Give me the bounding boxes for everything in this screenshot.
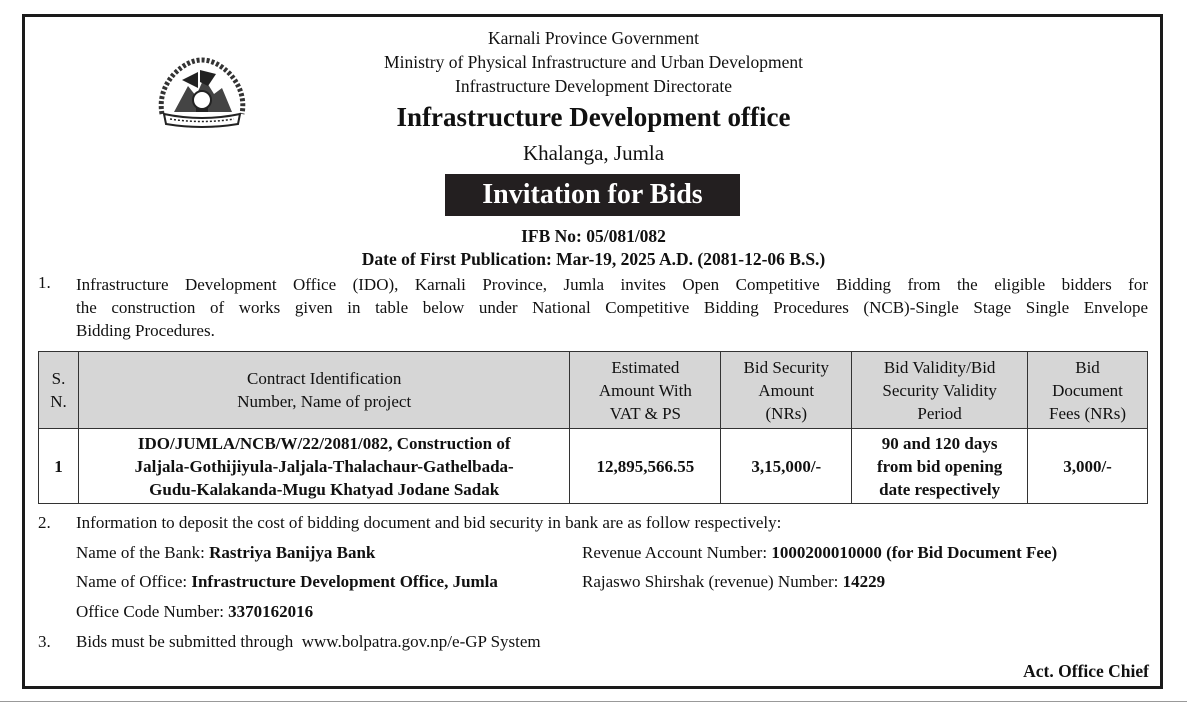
revenue-account-line	[582, 543, 1057, 563]
cell-contract	[78, 429, 570, 504]
paragraph-3-number: 3.	[38, 632, 51, 651]
paragraph-1	[76, 273, 1148, 342]
rajaswo-line	[582, 572, 885, 592]
ifb-number: IFB No: 05/081/082	[521, 226, 666, 246]
paragraph-2-intro: Information to deposit the cost of bidding document and bid security in bank are as follow respectively:	[76, 513, 782, 532]
bank-name-value: Rastriya Banijya Bank	[209, 543, 376, 562]
revenue-account-label: Revenue Account Number:	[582, 543, 768, 562]
header-line: (NRs)	[765, 403, 808, 423]
header-line: Fees (NRs)	[1049, 403, 1126, 423]
cell-line: date respectively	[879, 479, 1001, 499]
office-name: Infrastructure Development office	[396, 102, 791, 132]
office-location: Khalanga, Jumla	[522, 141, 665, 165]
header-line: Bid	[1075, 357, 1100, 377]
header-document-fees	[1028, 352, 1148, 429]
header-line: VAT & PS	[609, 403, 681, 423]
cell-bid-security: 3,15,000/-	[721, 429, 852, 504]
bids-table	[38, 351, 1148, 504]
directorate-name: Infrastructure Development Directorate	[455, 76, 732, 96]
header-contract	[78, 352, 570, 429]
paragraph-1-number: 1.	[38, 273, 51, 292]
table-header-row	[39, 352, 1148, 429]
cell-validity-period	[852, 429, 1028, 504]
revenue-account-value: 1000200010000 (for Bid Document Fee)	[771, 543, 1058, 562]
header-estimated-amount	[570, 352, 721, 429]
office-name-line	[76, 572, 498, 592]
publication-date: Date of First Publication: Mar-19, 2025 A.D. (2081-12-06 B.S.)	[361, 249, 826, 269]
paragraph-2-number: 2.	[38, 513, 51, 532]
rajaswo-label: Rajaswo Shirshak (revenue) Number:	[582, 572, 839, 591]
ministry-name: Ministry of Physical Infrastructure and Urban Development	[384, 52, 803, 72]
table-row	[39, 429, 1148, 504]
paragraph-3: Bids must be submitted through www.bolpatra.gov.np/e-GP System	[76, 632, 541, 651]
bank-name-line	[76, 543, 375, 563]
paragraph-1-line: Infrastructure Development Office (IDO), Karnali Province, Jumla invites Open Competitive Bidding from the eligible bidders for	[76, 275, 1148, 294]
office-code-value: 3370162016	[228, 602, 314, 621]
header-sn	[39, 352, 79, 429]
signature: Act. Office Chief	[1023, 661, 1149, 681]
cell-line: Gudu-Kalakanda-Mugu Khatyad Jodane Sadak	[149, 479, 500, 499]
header-line: Amount	[758, 380, 815, 400]
office-name-label: Name of Office:	[76, 572, 188, 591]
header-line: Bid Validity/Bid	[883, 357, 996, 377]
header-line: Amount With	[598, 380, 692, 400]
header-validity-period	[852, 352, 1028, 429]
header-line: Document	[1052, 380, 1123, 400]
government-name: Karnali Province Government	[488, 28, 699, 48]
cell-line: IDO/JUMLA/NCB/W/22/2081/082, Construction of	[137, 433, 511, 453]
cell-line: Jaljala-Gothijiyula-Jaljala-Thalachaur-Gathelbada-	[134, 456, 514, 476]
cell-line: from bid opening	[876, 456, 1003, 476]
header-line: Contract Identification	[247, 369, 402, 388]
bank-name-label: Name of the Bank:	[76, 543, 205, 562]
header-line: Security Validity	[882, 380, 997, 400]
header-line: N.	[50, 392, 67, 411]
cell-estimated-amount: 12,895,566.55	[570, 429, 721, 504]
rajaswo-value: 14229	[842, 572, 886, 591]
office-name-value: Infrastructure Development Office, Jumla	[191, 572, 498, 591]
header-line: Estimated	[611, 357, 680, 377]
office-code-label: Office Code Number:	[76, 602, 224, 621]
office-code-line	[76, 602, 313, 622]
paragraph-1-line: the construction of works given in table below under National Competitive Bidding Procedures (NCB)-Single Stage Single Envelope	[76, 298, 1148, 317]
cell-line: 90 and 120 days	[881, 433, 998, 453]
notice-title: Invitation for Bids	[445, 174, 740, 216]
header-bid-security	[721, 352, 852, 429]
cell-document-fees: 3,000/-	[1028, 429, 1148, 504]
paragraph-1-line: Bidding Procedures.	[76, 321, 215, 340]
header-line: S.	[51, 369, 66, 388]
header-line: Bid Security	[743, 357, 830, 377]
header-line: Period	[917, 403, 962, 423]
header-line: Number, Name of project	[237, 392, 412, 411]
cell-sn: 1	[39, 429, 79, 504]
bottom-rule	[0, 701, 1187, 702]
